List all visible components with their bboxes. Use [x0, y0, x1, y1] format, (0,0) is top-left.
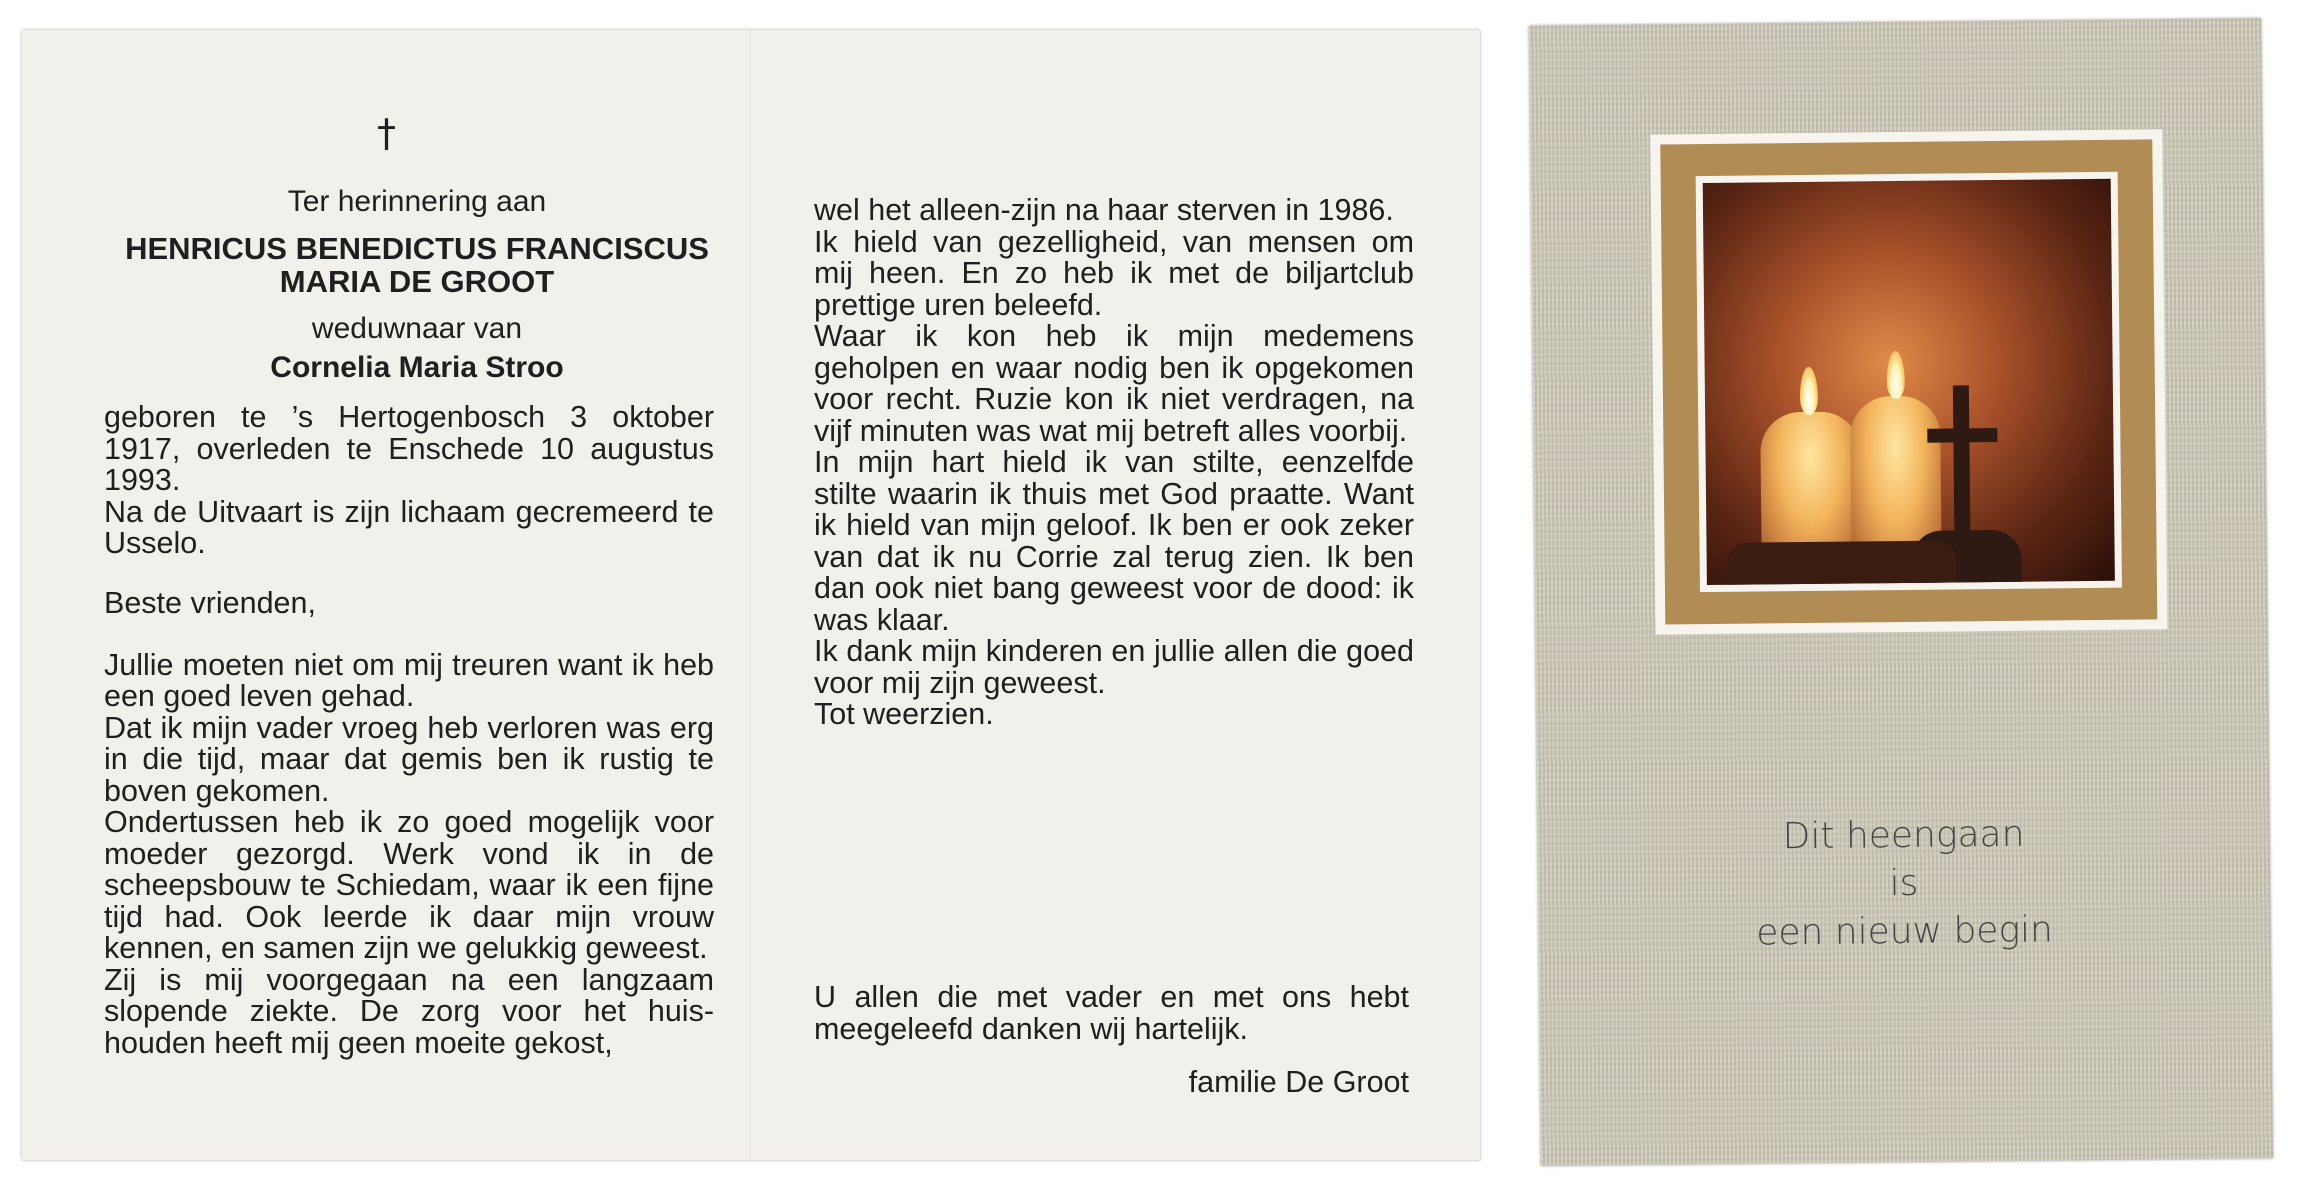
- photo-border: [1696, 172, 2122, 592]
- card-inside: [22, 30, 1480, 1160]
- letter-paragraph: Ik hield van gezelligheid, van mensen om mij heen. En zo heb ik met de biljartclub prettige uren beleefd.: [814, 224, 1414, 322]
- photo-mat: [1660, 139, 2157, 624]
- candle-left: [1760, 411, 1862, 562]
- photo-frame: [1650, 129, 2167, 634]
- inside-right-panel: [751, 30, 1480, 1160]
- candles-photo: [1703, 179, 2115, 585]
- letter-paragraph: wel het alleen-zijn na haar sterven in 1986.: [814, 193, 1394, 227]
- verse-line: een nieuw begin: [1756, 909, 2054, 954]
- front-verse: [1537, 808, 2270, 960]
- greeting: Beste vrienden,: [104, 586, 316, 620]
- card-front: [1529, 18, 2273, 1166]
- letter-right: [814, 195, 1414, 731]
- signature: familie De Groot: [1188, 1065, 1409, 1099]
- letter-paragraph: Dat ik mijn vader vroeg heb verloren was erg in die tijd, maar dat gemis ben ik rustig te boven gekomen.: [104, 710, 714, 808]
- flame-right-icon: [1886, 351, 1905, 399]
- letter-paragraph: Waar ik kon heb ik mijn medemens geholpen en waar nodig ben ik opgekomen voor recht. Ruzie kon ik niet verdragen, na vijf minuten was wat mij betreft alles voorbij.: [814, 319, 1414, 448]
- memorial-heading: [102, 185, 732, 384]
- verse-line: Dit heengaan: [1782, 813, 2025, 858]
- candle-base-shadow: [1726, 540, 1957, 585]
- cross-symbol: †: [377, 111, 396, 155]
- deceased-name-line1: HENRICUS BENEDICTUS FRANCISCUS: [125, 231, 709, 266]
- spouse-name: Cornelia Maria Stroo: [270, 351, 564, 384]
- verse-line: is: [1889, 862, 1919, 905]
- letter-paragraph: Tot weerzien.: [814, 697, 994, 731]
- letter-paragraph: Jullie moeten niet om mij treuren want ik heb een goed leven gehad.: [104, 647, 714, 713]
- birth-death-block: [104, 402, 714, 560]
- flame-left-icon: [1800, 367, 1819, 415]
- cremation-text: Na de Uitvaart is zijn lichaam gecremeerd te Usselo.: [104, 494, 714, 560]
- relation-line: weduwnaar van: [311, 312, 523, 345]
- letter-paragraph: In mijn hart hield ik van stilte, eenzelfde stilte waarin ik thuis met God praatte. Want ik hield van mijn geloof. Ik ben er ook zeker van dat ik nu Corrie zal terug zien. Ik ben dan ook niet bang geweest voor de dood: ik was klaar.: [814, 445, 1414, 637]
- birth-death-text: geboren te ’s Hertogenbosch 3 oktober 1917, overleden te Enschede 10 augustus 1993.: [104, 400, 714, 497]
- letter-paragraph: Ondertussen heb ik zo goed mogelijk voor moeder gezorgd. Werk vond ik in de scheepsbouw te Schiedam, waar ik een fijne tijd had. Ook leerde ik daar mijn vrouw kennen, en samen zijn we gelukkig geweest.: [104, 805, 714, 965]
- thanks-block: [814, 982, 1409, 1045]
- letter-paragraph: Ik dank mijn kinderen en jullie allen die goed voor mij zijn geweest.: [814, 634, 1414, 700]
- inside-left-panel: [22, 30, 751, 1160]
- deceased-name-line2: MARIA DE GROOT: [279, 264, 555, 299]
- letter-paragraph: Zij is mij voorgegaan na een langzaam slopende ziekte. De zorg voor het huishouden heeft mij geen moeite gekost,: [104, 962, 714, 1060]
- letter-left: [104, 588, 714, 1059]
- intro-line: Ter herinnering aan: [287, 185, 547, 218]
- thanks-text: U allen die met vader en met ons hebt meegeleefd danken wij hartelijk.: [814, 980, 1409, 1046]
- cross-bar-silhouette: [1927, 428, 1997, 443]
